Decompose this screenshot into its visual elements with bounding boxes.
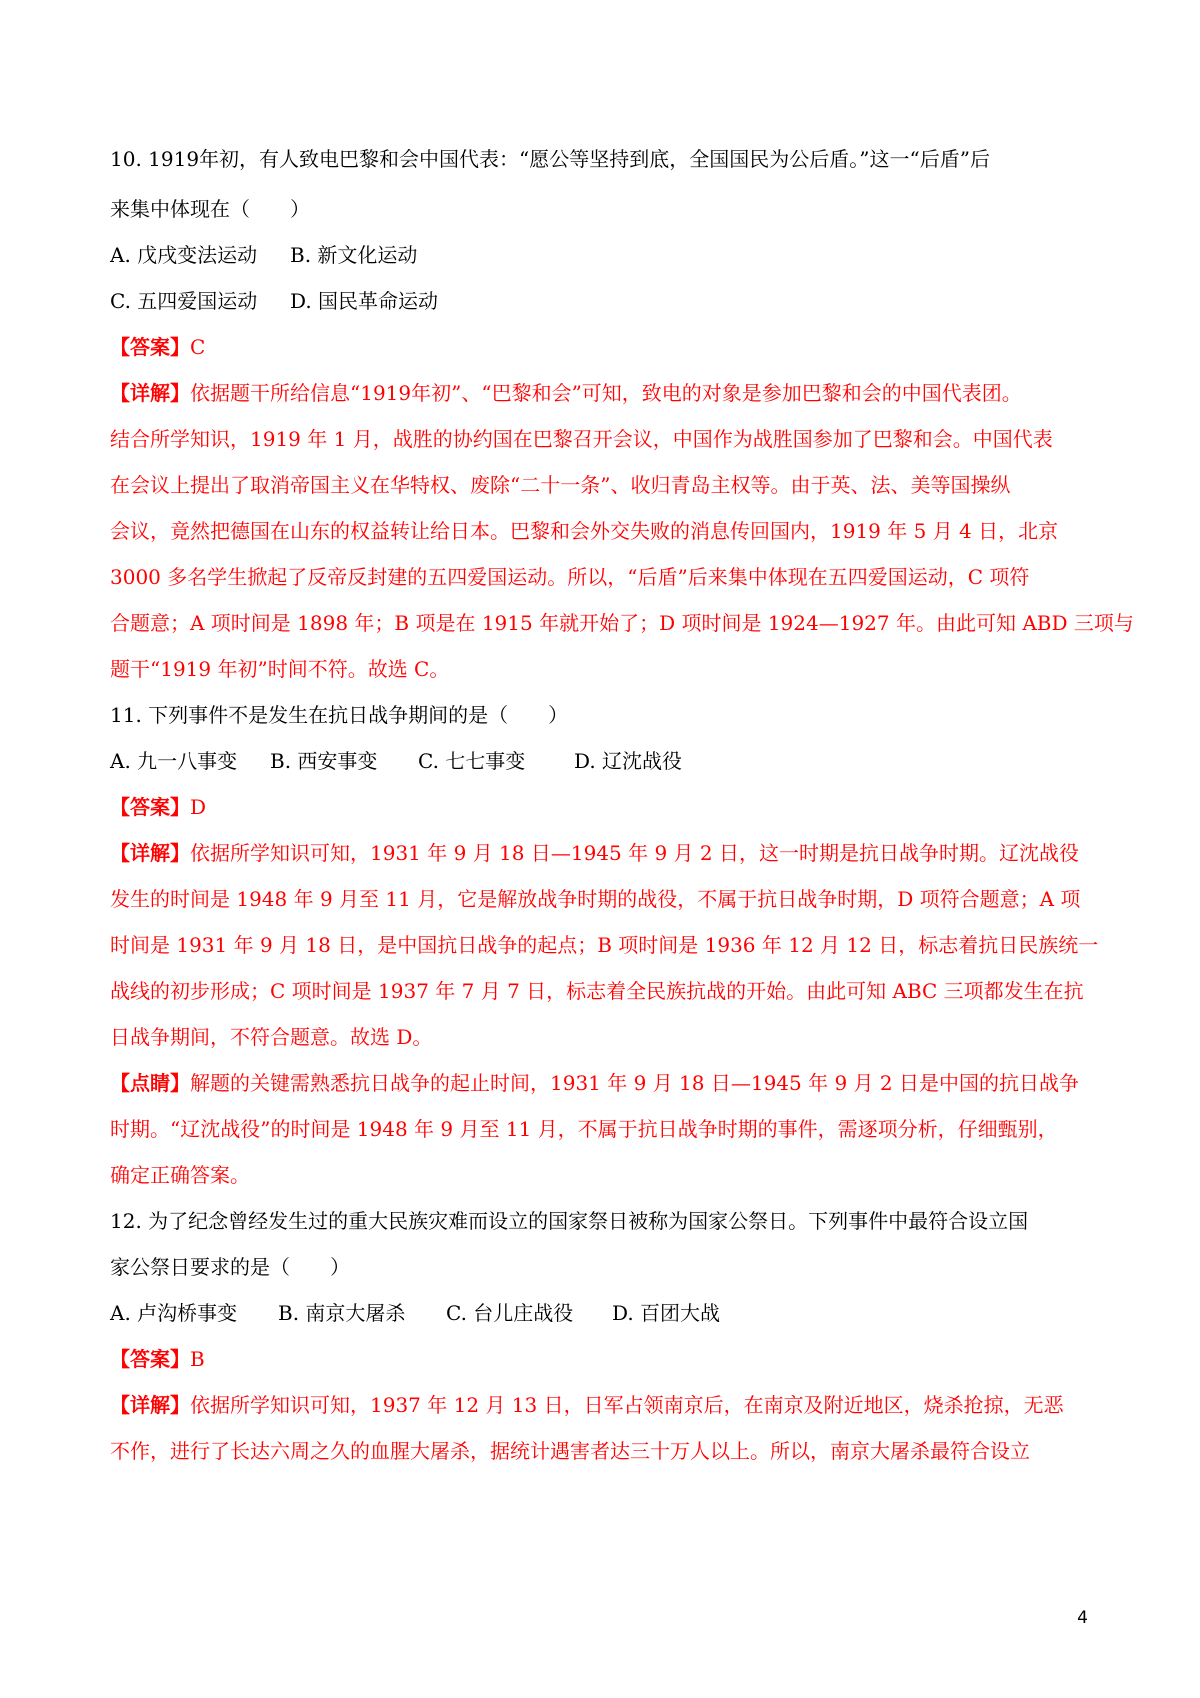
answer-tag: 【答案】 xyxy=(110,1347,190,1371)
detail-line: 结合所学知识，1919 年 1 月，战胜的协约国在巴黎召开会议，中国作为战胜国参加了巴黎和会。中国代表 xyxy=(110,427,1053,451)
detail-line: 发生的时间是 1948 年 9 月至 11 月，它是解放战争时期的战役，不属于抗日战争时期，D 项符合题意；A 项 xyxy=(110,887,1081,911)
option-d: D. 辽沈战役 xyxy=(574,749,683,773)
page-number: 4 xyxy=(1077,1608,1088,1628)
option-a: A. 戊戌变法运动 xyxy=(110,243,258,267)
detail-line: 不作，进行了长达六周之久的血腥大屠杀，据统计遇害者达三十万人以上。所以，南京大屠杀最符合设立 xyxy=(110,1439,1030,1463)
detail-tag: 【详解】 xyxy=(110,841,190,865)
note-line: 确定正确答案。 xyxy=(110,1163,250,1187)
answer-value: C xyxy=(190,335,206,359)
question-10 xyxy=(110,146,1134,682)
option-d: D. 百团大战 xyxy=(612,1301,721,1325)
answer-line xyxy=(110,334,1100,360)
note-line xyxy=(110,1070,1100,1096)
question-11 xyxy=(110,702,1100,1188)
question-stem-line: 11. 下列事件不是发生在抗日战争期间的是（ ） xyxy=(110,703,569,727)
option-b: B. 西安事变 xyxy=(270,749,378,773)
options-row xyxy=(110,748,1100,774)
detail-line xyxy=(110,840,1100,866)
answer-line xyxy=(110,1346,1100,1372)
detail-text: 依据所学知识可知，1931 年 9 月 18 日—1945 年 9 月 2 日，这一时期是抗日战争时期。辽沈战役 xyxy=(190,841,1079,865)
options-row xyxy=(110,288,1100,314)
option-a: A. 卢沟桥事变 xyxy=(110,1301,238,1325)
option-a: A. 九一八事变 xyxy=(110,749,238,773)
option-c: C. 台儿庄战役 xyxy=(446,1301,574,1325)
detail-line: 合题意；A 项时间是 1898 年；B 项是在 1915 年就开始了；D 项时间是 1924—1927 年。由此可知 ABD 三项与 xyxy=(110,611,1134,635)
options-row xyxy=(110,1300,1100,1326)
detail-line: 战线的初步形成；C 项时间是 1937 年 7 月 7 日，标志着全民族抗战的开始。由此可知 ABC 三项都发生在抗 xyxy=(110,979,1084,1003)
question-stem-line: 12. 为了纪念曾经发生过的重大民族灾难而设立的国家祭日被称为国家公祭日。下列事件中最符合设立国 xyxy=(110,1209,1029,1233)
option-b: B. 南京大屠杀 xyxy=(278,1301,406,1325)
detail-line: 在会议上提出了取消帝国主义在华特权、废除“二十一条”、收归青岛主权等。由于英、法、美等国操纵 xyxy=(110,473,1011,497)
answer-value: D xyxy=(190,795,207,819)
question-stem-line: 10. 1919年初，有人致电巴黎和会中国代表：“愿公等坚持到底，全国国民为公后盾。”这一“后盾”后 xyxy=(110,147,990,171)
detail-text: 依据所学知识可知，1937 年 12 月 13 日，日军占领南京后，在南京及附近地区，烧杀抢掠，无恶 xyxy=(190,1393,1064,1417)
detail-line: 题干“1919 年初”时间不符。故选 C。 xyxy=(110,657,450,681)
option-b: B. 新文化运动 xyxy=(290,243,418,267)
option-c: C. 五四爱国运动 xyxy=(110,289,258,313)
detail-tag: 【详解】 xyxy=(110,381,190,405)
document-page xyxy=(110,140,1134,1464)
option-c: C. 七七事变 xyxy=(418,749,526,773)
detail-line: 时间是 1931 年 9 月 18 日，是中国抗日战争的起点；B 项时间是 1936 年 12 月 12 日，标志着抗日民族统一 xyxy=(110,933,1099,957)
detail-tag: 【详解】 xyxy=(110,1393,190,1417)
option-d: D. 国民革命运动 xyxy=(290,289,439,313)
detail-line xyxy=(110,1392,1100,1418)
note-text: 解题的关键需熟悉抗日战争的起止时间，1931 年 9 月 18 日—1945 年 9 月 2 日是中国的抗日战争 xyxy=(190,1071,1079,1095)
answer-tag: 【答案】 xyxy=(110,335,190,359)
note-line: 时期。“辽沈战役”的时间是 1948 年 9 月至 11 月，不属于抗日战争时期的事件，需逐项分析，仔细甄别， xyxy=(110,1117,1058,1141)
detail-line: 3000 多名学生掀起了反帝反封建的五四爱国运动。所以，“后盾”后来集中体现在五四爱国运动，C 项符 xyxy=(110,565,1030,589)
detail-line xyxy=(110,380,1100,406)
detail-line: 日战争期间，不符合题意。故选 D。 xyxy=(110,1025,433,1049)
question-stem-line: 家公祭日要求的是（ ） xyxy=(110,1255,350,1279)
note-tag: 【点睛】 xyxy=(110,1071,190,1095)
options-row xyxy=(110,242,1100,268)
question-12 xyxy=(110,1208,1100,1464)
detail-line: 会议，竟然把德国在山东的权益转让给日本。巴黎和会外交失败的消息传回国内，1919 年 5 月 4 日，北京 xyxy=(110,519,1059,543)
answer-tag: 【答案】 xyxy=(110,795,190,819)
detail-text: 依据题干所给信息“1919年初”、“巴黎和会”可知，致电的对象是参加巴黎和会的中国代表团。 xyxy=(190,381,1022,405)
answer-line xyxy=(110,794,1100,820)
question-stem-line: 来集中体现在（ ） xyxy=(110,197,310,221)
answer-value: B xyxy=(190,1347,205,1371)
